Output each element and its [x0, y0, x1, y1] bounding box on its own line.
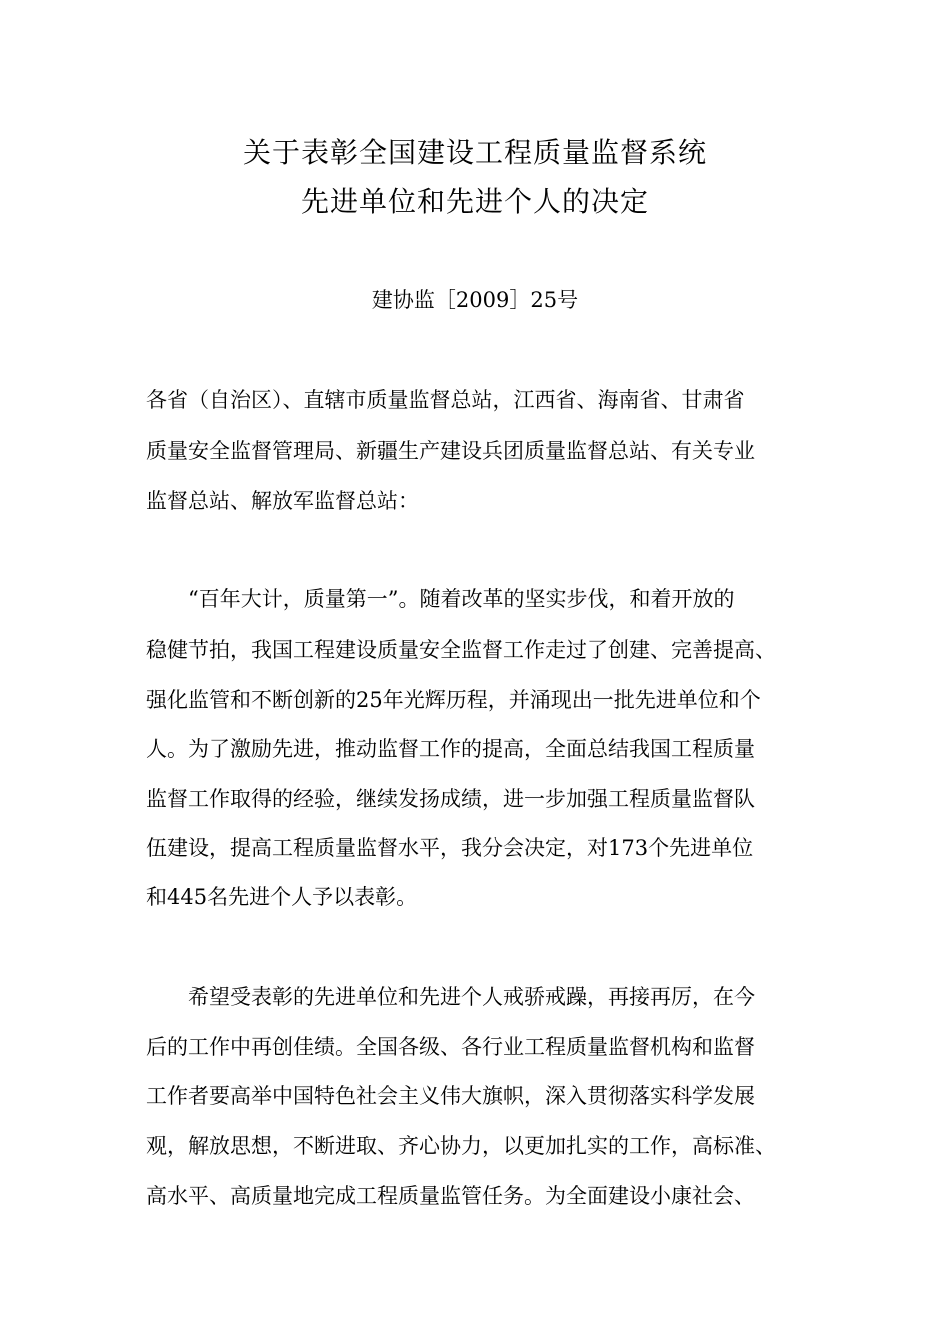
paragraph-2-line: 后的工作中再创佳绩。全国各级、各行业工程质量监督机构和监督: [146, 1035, 755, 1059]
paragraph-1-line: 伍建设，提高工程质量监督水平，我分会决定，对173个先进单位: [146, 836, 754, 860]
paragraph-2-line: 希望受表彰的先进单位和先进个人戒骄戒躁，再接再厉，在今: [188, 985, 755, 1009]
paragraph-2-line: 观，解放思想，不断进取、齐心协力，以更加扎实的工作，高标准、: [146, 1134, 776, 1158]
paragraph-1-line: 稳健节拍，我国工程建设质量安全监督工作走过了创建、完善提高、: [146, 638, 776, 662]
paragraph-1-line: 强化监管和不断创新的25年光辉历程，并涌现出一批先进单位和个: [146, 688, 761, 712]
paragraph-2-line: 高水平、高质量地完成工程质量监管任务。为全面建设小康社会、: [146, 1184, 755, 1208]
paragraph-1-line: 和445名先进个人予以表彰。: [146, 885, 418, 909]
document-title-line-2: 先进单位和先进个人的决定: [300, 185, 649, 218]
paragraph-1-line: 监督工作取得的经验，继续发扬成绩，进一步加强工程质量监督队: [146, 787, 755, 811]
paragraph-1-line: 人。为了激励先进，推动监督工作的提高，全面总结我国工程质量: [146, 737, 755, 761]
document-title-line-1: 关于表彰全国建设工程质量监督系统: [242, 136, 707, 169]
paragraph-2-line: 工作者要高举中国特色社会主义伟大旗帜，深入贯彻落实科学发展: [146, 1084, 755, 1108]
addressee-line: 质量安全监督管理局、新疆生产建设兵团质量监督总站、有关专业: [146, 439, 755, 463]
paragraph-1-line: “百年大计，质量第一”。随着改革的坚实步伐，和着开放的: [188, 587, 735, 611]
document-number: 建协监［2009］25号: [371, 288, 579, 312]
addressee-line: 监督总站、解放军监督总站：: [146, 489, 419, 513]
addressee-line: 各省（自治区）、直辖市质量监督总站，江西省、海南省、甘肃省: [146, 388, 745, 412]
